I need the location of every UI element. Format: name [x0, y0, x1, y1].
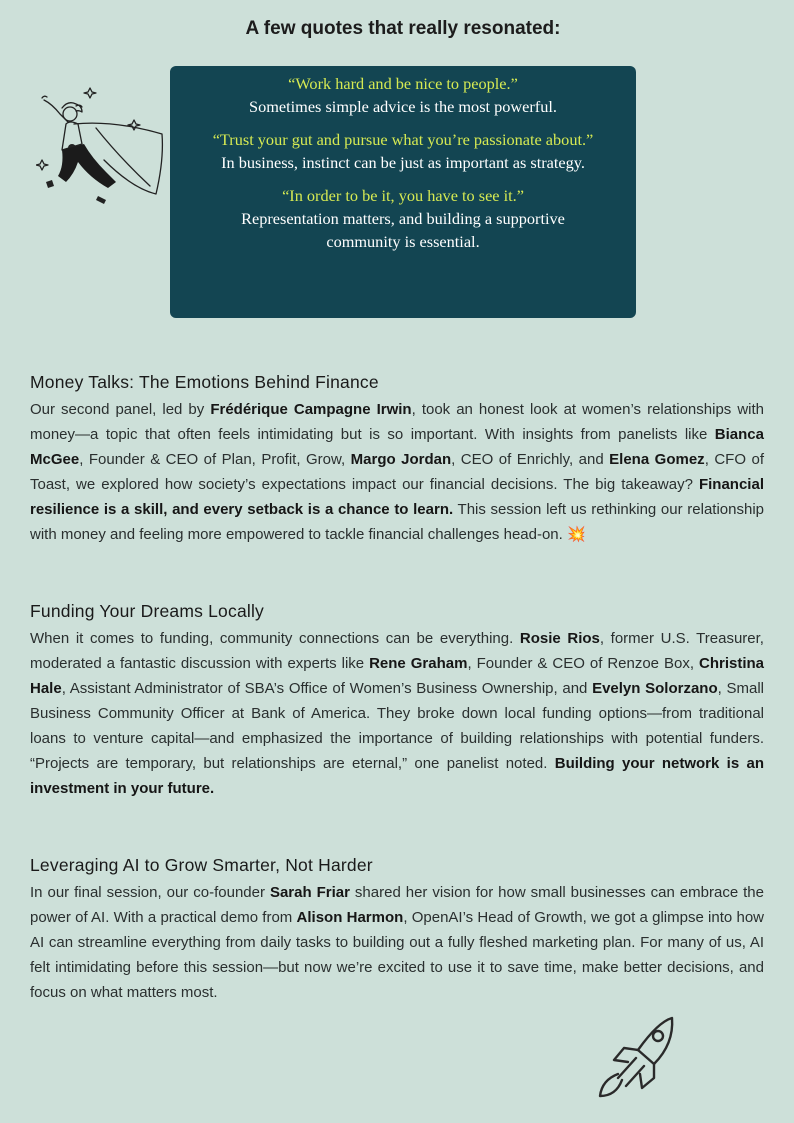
quote-comment: Representation matters, and building a supportive community is essential.	[241, 209, 565, 251]
quote-3	[210, 184, 596, 253]
section-title: Money Talks: The Emotions Behind Finance	[30, 372, 379, 392]
section-title: Funding Your Dreams Locally	[30, 601, 265, 621]
quote-2	[210, 128, 596, 174]
quote-text: “Trust your gut and pursue what you’re passionate about.”	[212, 130, 594, 149]
superhero-woman-illustration	[36, 84, 168, 212]
page-title: A few quotes that really resonated:	[245, 18, 561, 39]
quote-text: “In order to be it, you have to see it.”	[282, 186, 524, 205]
quote-comment: Sometimes simple advice is the most powerful.	[249, 97, 557, 116]
quote-comment: In business, instinct can be just as important as strategy.	[221, 153, 585, 172]
section-body: In our final session, our co-founder Sarah Friar shared her vision for how small businesses can embrace the power of AI. With a practical demo from Alison Harmon, OpenAI’s Head of Growth, we got a glimpse into how AI can streamline everything from daily tasks to building out a fully fleshed marketing plan. For many of us, AI felt intimidating before this session—but now we’re excited to use it to save time, make better decisions, and focus on what matters most.	[30, 884, 764, 1001]
section-title: Leveraging AI to Grow Smarter, Not Harder	[30, 855, 373, 875]
collision-emoji-icon: 💥	[566, 526, 586, 543]
quote-1	[210, 72, 596, 118]
section-funding	[30, 601, 764, 801]
section-ai	[30, 855, 764, 1005]
section-body: Our second panel, led by Frédérique Campagne Irwin, took an honest look at women’s relationships with money—a topic that often feels intimidating but is so important. With insights from panelists like Bianca McGee, Founder & CEO of Plan, Profit, Grow, Margo Jordan, CEO of Enrichly, and Elena Gomez, CFO of Toast, we explored how society’s expectations impact our financial decisions. The big takeaway? Financial resilience is a skill, and every setback is a chance to learn. This session left us rethinking our relationship with money and feeling more empowered to tackle financial challenges head-on. 💥	[30, 401, 764, 543]
section-body: When it comes to funding, community connections can be everything. Rosie Rios, former U.S. Treasurer, moderated a fantastic discussion with experts like Rene Graham, Founder & CEO of Renzoe Box, Christina Hale, Assistant Administrator of SBA’s Office of Women’s Business Ownership, and Evelyn Solorzano, Small Business Community Officer at Bank of America. They broke down local funding options—from traditional loans to venture capital—and emphasized the importance of building relationships with potential funders. “Projects are temporary, but relationships are eternal,” one panelist noted. Building your network is an investment in your future.	[30, 630, 765, 797]
section-money-talks	[30, 372, 764, 547]
quotes-box	[170, 66, 636, 318]
quote-text: “Work hard and be nice to people.”	[288, 74, 518, 93]
rocket-icon	[592, 1014, 682, 1098]
